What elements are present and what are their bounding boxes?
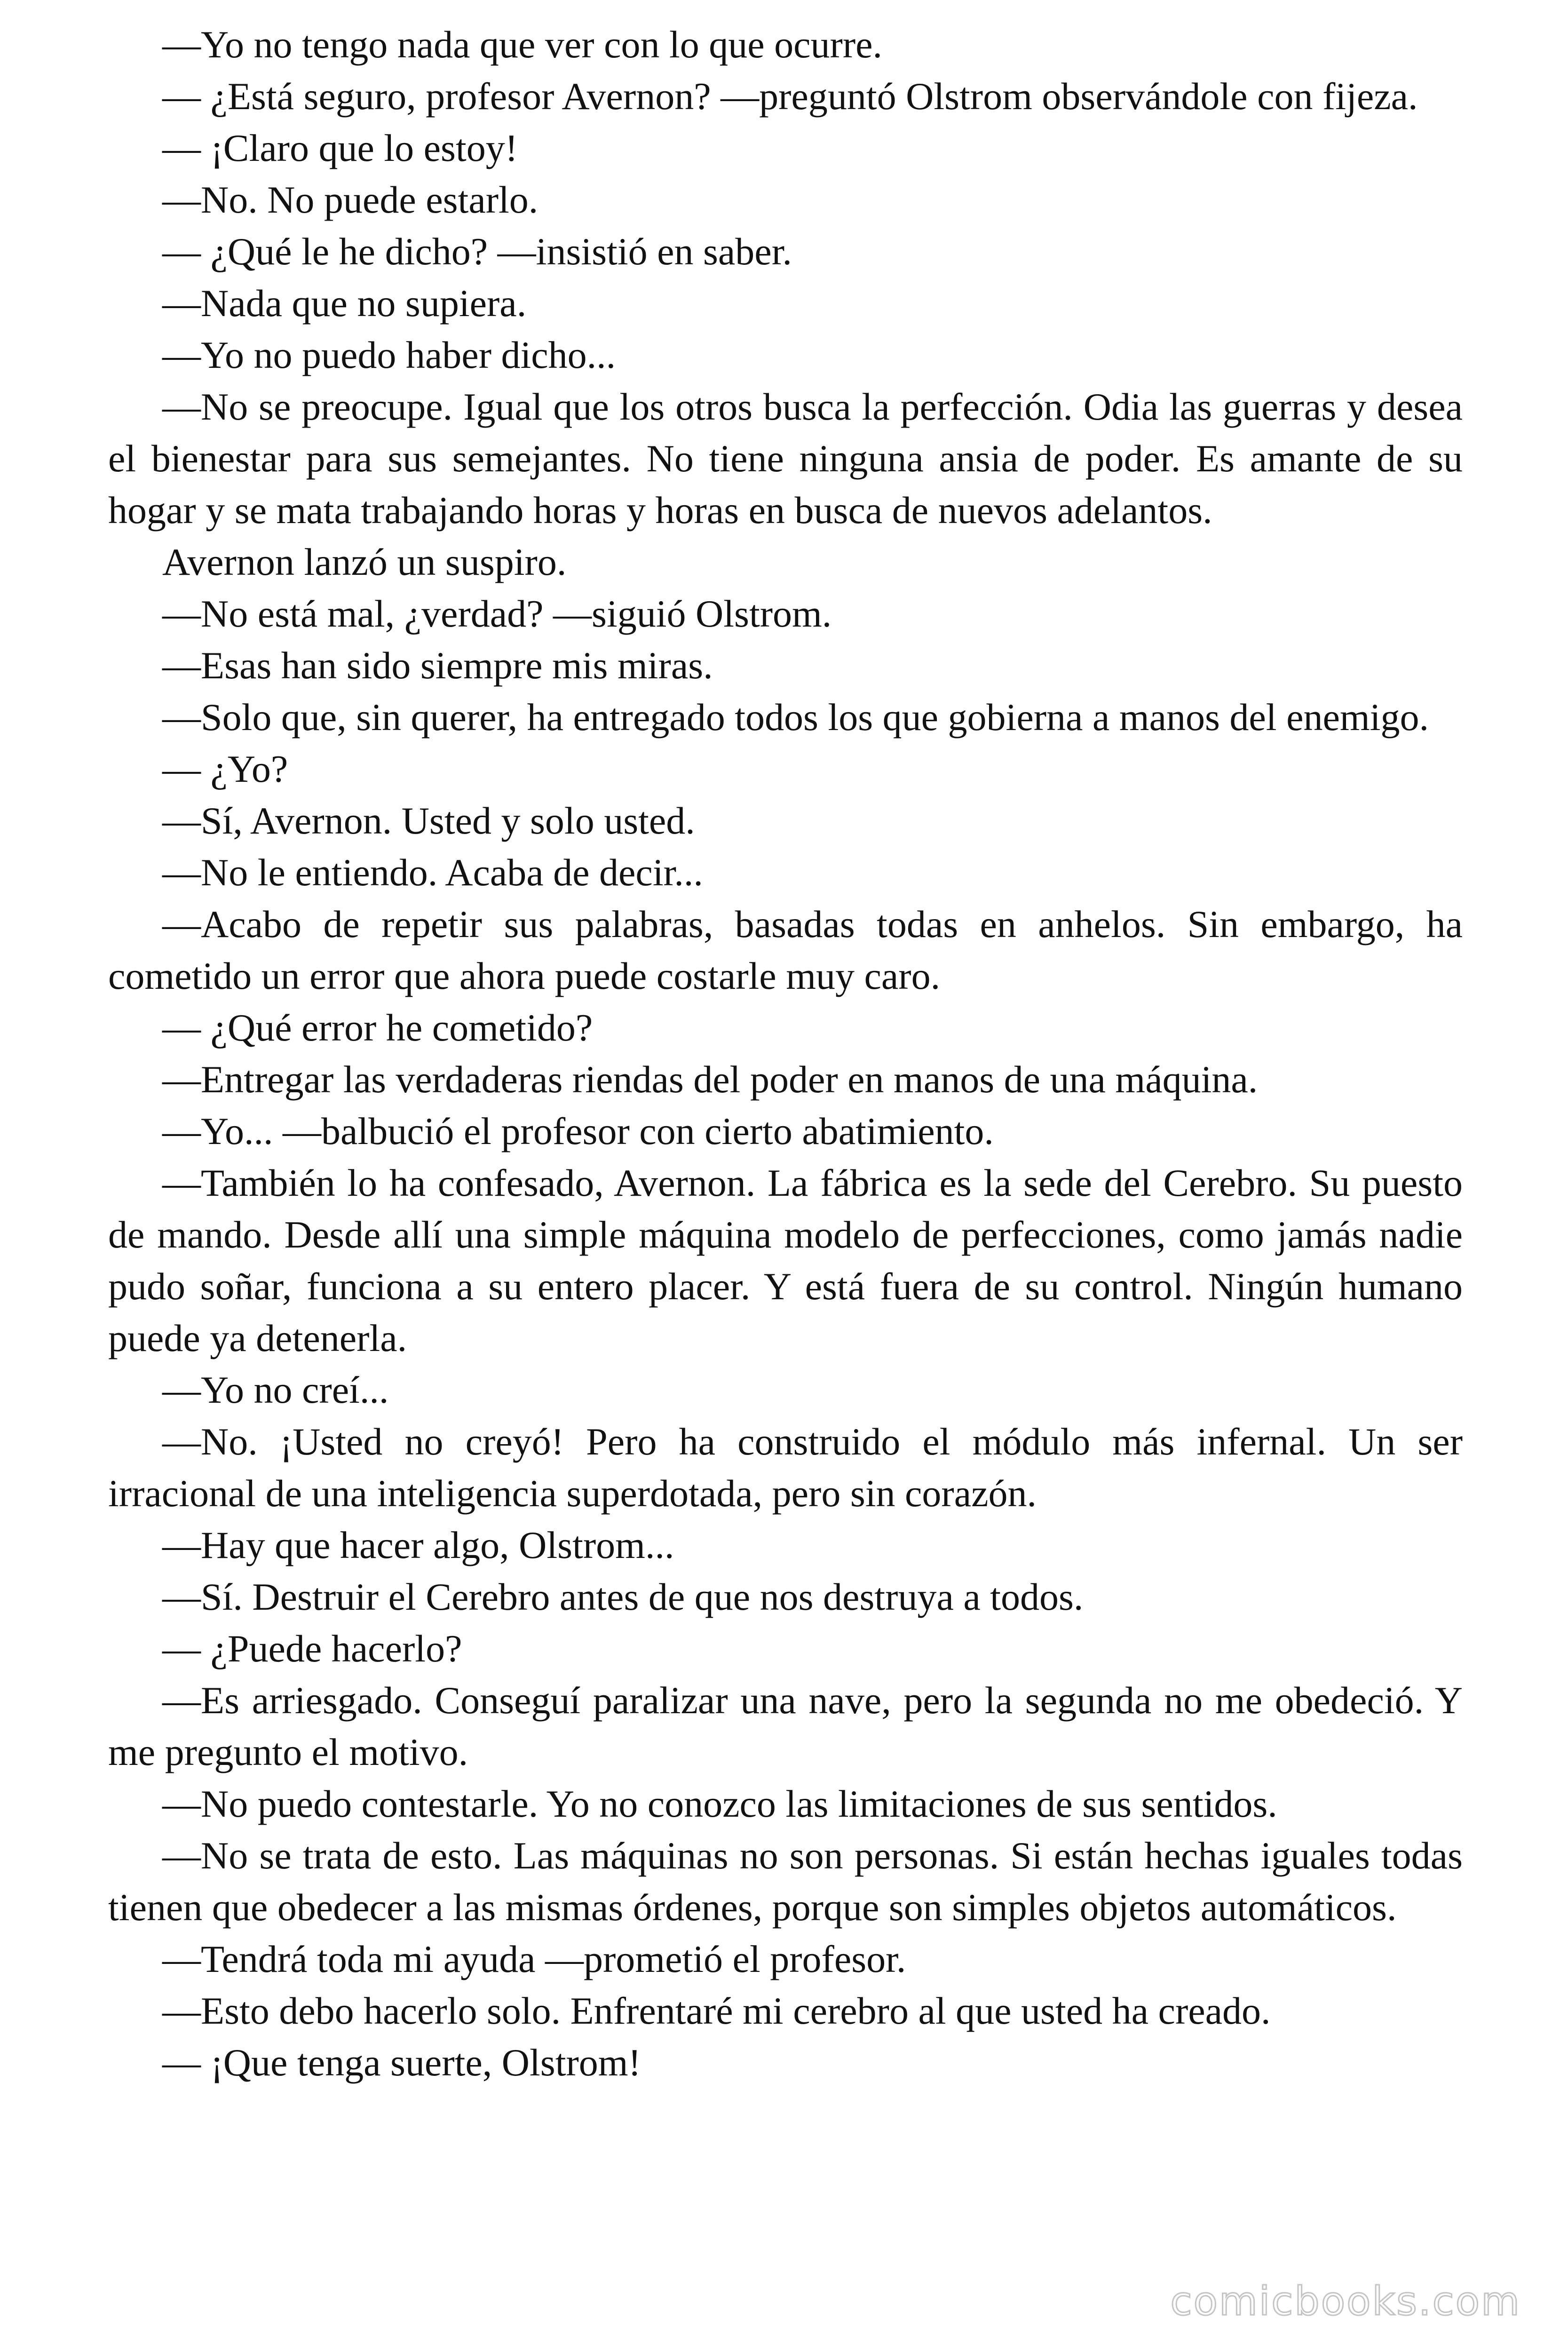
- paragraph: —Sí, Avernon. Usted y solo usted.: [162, 799, 695, 842]
- paragraph: —No. ¡Usted no creyó! Pero ha construido el módulo más infernal. Un ser irracional de una inteligencia superdotada, pero sin corazón.: [108, 1420, 1463, 1515]
- watermark-text: comicbooks.com: [1170, 2278, 1521, 2324]
- paragraph: —Yo no creí...: [162, 1368, 389, 1411]
- paragraph: — ¡Claro que lo estoy!: [162, 127, 518, 169]
- paragraph: —No se preocupe. Igual que los otros busca la perfección. Odia las guerras y desea el bienestar para sus semejantes. No tiene ninguna ansia de poder. Es amante de su hogar y se mata trabajando horas y horas en busca de nuevos adelantos.: [108, 385, 1463, 532]
- paragraph: —No está mal, ¿verdad? —siguió Olstrom.: [162, 592, 832, 635]
- paragraph: —Hay que hacer algo, Olstrom...: [162, 1524, 674, 1566]
- paragraph: —Tendrá toda mi ayuda —prometió el profesor.: [162, 1938, 906, 1980]
- paragraph: — ¡Que tenga suerte, Olstrom!: [162, 2041, 641, 2084]
- paragraph: —También lo ha confesado, Avernon. La fábrica es la sede del Cerebro. Su puesto de mando. Desde allí una simple máquina modelo de perfecciones, como jamás nadie pudo soñar, funciona a su entero placer. Y está fuera de su control. Ningún humano puede ya detenerla.: [108, 1161, 1463, 1359]
- paragraph: — ¿Puede hacerlo?: [162, 1627, 462, 1670]
- book-page-text: [108, 19, 1463, 2089]
- paragraph: —Yo no tengo nada que ver con lo que ocurre.: [162, 23, 883, 66]
- paragraph: — ¿Está seguro, profesor Avernon? —preguntó Olstrom observándole con fijeza.: [162, 75, 1418, 118]
- paragraph: —Entregar las verdaderas riendas del poder en manos de una máquina.: [162, 1058, 1258, 1101]
- paragraph: —No puedo contestarle. Yo no conozco las limitaciones de sus sentidos.: [162, 1782, 1277, 1825]
- paragraph: —Es arriesgado. Conseguí paralizar una nave, pero la segunda no me obedeció. Y me pregunto el motivo.: [108, 1679, 1463, 1773]
- paragraph: Avernon lanzó un suspiro.: [162, 540, 567, 583]
- paragraph: —Solo que, sin querer, ha entregado todos los que gobierna a manos del enemigo.: [162, 696, 1429, 739]
- paragraph: — ¿Yo?: [162, 747, 288, 790]
- paragraph: —Sí. Destruir el Cerebro antes de que nos destruya a todos.: [162, 1575, 1084, 1618]
- paragraph: —No se trata de esto. Las máquinas no son personas. Si están hechas iguales todas tienen que obedecer a las mismas órdenes, porque son simples objetos automáticos.: [108, 1834, 1463, 1929]
- paragraph: —Esto debo hacerlo solo. Enfrentaré mi cerebro al que usted ha creado.: [162, 1989, 1271, 2032]
- paragraph: —Yo no puedo haber dicho...: [162, 334, 616, 376]
- paragraph: —Yo... —balbució el profesor con cierto abatimiento.: [162, 1110, 994, 1152]
- paragraph: —No. No puede estarlo.: [162, 178, 539, 221]
- paragraph: —Acabo de repetir sus palabras, basadas todas en anhelos. Sin embargo, ha cometido un error que ahora puede costarle muy caro.: [108, 903, 1463, 997]
- paragraph: — ¿Qué le he dicho? —insistió en saber.: [162, 230, 792, 273]
- paragraph: — ¿Qué error he cometido?: [162, 1006, 593, 1049]
- paragraph: —Esas han sido siempre mis miras.: [162, 644, 713, 687]
- paragraph: —Nada que no supiera.: [162, 282, 527, 325]
- paragraph: —No le entiendo. Acaba de decir...: [162, 851, 703, 894]
